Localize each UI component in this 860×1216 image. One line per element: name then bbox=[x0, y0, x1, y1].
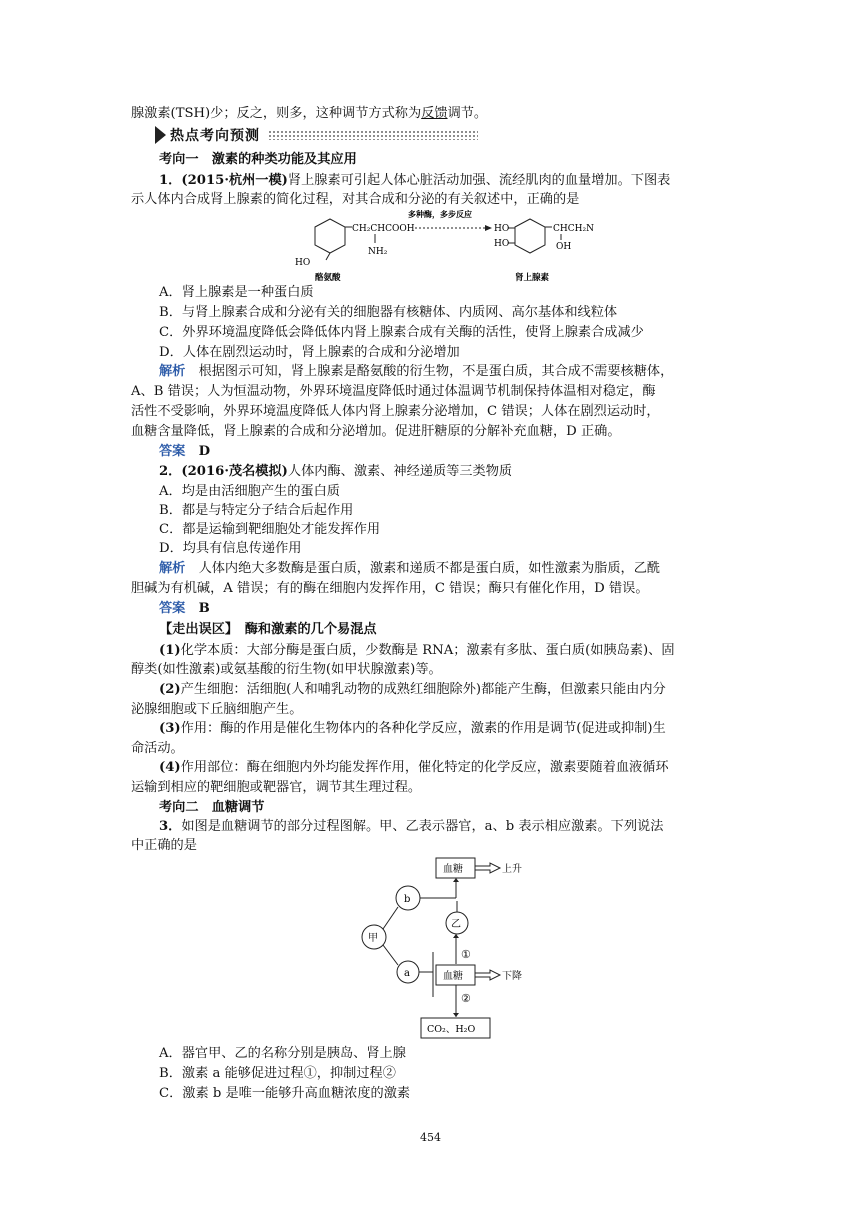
epinephrine-ho1: HO bbox=[494, 224, 510, 234]
epinephrine-oh: OH bbox=[556, 242, 572, 252]
tyrosine-ring bbox=[315, 219, 345, 253]
q1-analysis-line4: 血糖含量降低，肾上腺素的合成和分泌增加。促进肝糖原的分解补充血糖，D 正确。 bbox=[131, 424, 621, 439]
mistake-2-text: 产生细胞：活细胞(人和哺乳动物的成熟红细胞除外)都能产生酶，但激素只能由内分 bbox=[180, 682, 666, 697]
q3-line2: 中正确的是 bbox=[131, 838, 197, 853]
tyrosine-name: 酪氨酸 bbox=[315, 273, 341, 283]
q2-option-d: D．均具有信息传递作用 bbox=[159, 541, 302, 556]
mistake-tag: 【走出误区】 bbox=[159, 622, 232, 637]
q3-option-b: B．激素 a 能够促进过程①，抑制过程② bbox=[159, 1066, 396, 1081]
mistake-1-line2: 醇类(如性激素)或氨基酸的衍生物(如甲状腺激素)等。 bbox=[131, 662, 442, 677]
q1-answer bbox=[159, 443, 210, 461]
tyrosine-chain: CH₂CHCOOH bbox=[352, 224, 415, 234]
q1-line2: 示人体内合成肾上腺素的简化过程，对其合成和分泌的有关叙述中，正确的是 bbox=[131, 192, 580, 207]
top-line-text: 腺激素(TSH)少；反之，则多，这种调节方式称为 bbox=[131, 106, 422, 121]
blood-sugar-mid-label: 血糖 bbox=[443, 971, 463, 982]
reaction-arrow-head bbox=[485, 225, 492, 231]
q1-answer-value: D bbox=[198, 444, 210, 459]
q2-answer bbox=[159, 600, 210, 618]
q1-line1 bbox=[159, 172, 670, 190]
q2-stem bbox=[159, 463, 512, 481]
q1-source: (2015·杭州一模) bbox=[181, 173, 288, 188]
q1-reaction-figure bbox=[290, 205, 620, 285]
epinephrine-ho2: HO bbox=[494, 239, 510, 249]
q2-answer-value: B bbox=[198, 601, 210, 616]
q2-option-a: A．均是由活细胞产生的蛋白质 bbox=[159, 484, 340, 499]
organ-jia-label: 甲 bbox=[368, 933, 378, 944]
mistake-2-num: (2) bbox=[159, 682, 181, 697]
mistake-heading bbox=[159, 621, 377, 639]
section-heading bbox=[155, 125, 478, 145]
q3-stem: 如图是血糖调节的部分过程图解。甲、乙表示器官，a、b 表示相应激素。下列说法 bbox=[181, 819, 664, 834]
down-label: 下降 bbox=[502, 971, 522, 982]
q2-option-b: B．都是与特定分子结合后起作用 bbox=[159, 503, 354, 518]
mistake-3-num: (3) bbox=[159, 721, 181, 736]
q2-answer-label: 答案 bbox=[159, 601, 186, 616]
q1-number: 1． bbox=[159, 173, 182, 188]
mistake-1-num: (1) bbox=[159, 643, 181, 658]
q3-option-a: A．器官甲、乙的名称分别是胰岛、肾上腺 bbox=[159, 1046, 406, 1061]
q2-analysis-line2: 胆碱为有机碱，A 错误；有的酶在细胞内发挥作用，C 错误；酶只有催化作用，D 错误。 bbox=[131, 581, 649, 596]
mistake-3-line1 bbox=[159, 720, 666, 738]
epinephrine-name: 肾上腺素 bbox=[515, 273, 550, 283]
mistake-3-line2: 命活动。 bbox=[131, 741, 184, 756]
q1-analysis-label: 解析 bbox=[159, 364, 186, 379]
process-1-label: ① bbox=[461, 948, 471, 961]
mistake-4-line2: 运输到相应的靶细胞或靶器官，调节其生理过程。 bbox=[131, 780, 422, 795]
process-2-arrow bbox=[453, 1013, 459, 1017]
q2-analysis-line1 bbox=[159, 560, 660, 578]
q1-analysis-line3: 活性不受影响，外界环境温度降低人体内肾上腺素分泌增加，C 错误；人体在剧烈运动时， bbox=[131, 404, 660, 419]
q2-stem-text: 人体内酶、激素、神经递质等三类物质 bbox=[287, 464, 513, 479]
page-number: 454 bbox=[420, 1131, 441, 1144]
q1-option-b: B．与肾上腺素合成和分泌有关的细胞器有核糖体、内质网、高尔基体和线粒体 bbox=[159, 305, 618, 320]
q2-option-c: C．都是运输到靶细胞处才能发挥作用 bbox=[159, 522, 381, 537]
q2-source: (2016·茂名模拟) bbox=[181, 464, 288, 479]
process-1-arrow bbox=[453, 934, 459, 938]
q1-option-d: D．人体在剧烈运动时，肾上腺素的合成和分泌增加 bbox=[159, 345, 460, 360]
reaction-label: 多种酶，多步反应 bbox=[408, 209, 472, 219]
q1-option-c: C．外界环境温度降低会降低体内肾上腺素合成有关酶的活性，使肾上腺素合成减少 bbox=[159, 325, 644, 340]
products-label: CO₂、H₂O bbox=[427, 1024, 476, 1035]
organ-yi-label: 乙 bbox=[451, 919, 461, 930]
direction1-heading: 考向一 激素的种类功能及其应用 bbox=[159, 152, 357, 167]
tyrosine-nh2: NH₂ bbox=[368, 247, 388, 257]
mistake-title: 酶和激素的几个易混点 bbox=[244, 622, 377, 637]
mistake-1-text: 化学本质：大部分酶是蛋白质，少数酶是 RNA；激素有多肽、蛋白质(如胰岛素)、固 bbox=[180, 643, 675, 658]
top-line bbox=[131, 105, 487, 123]
chevron-right-icon bbox=[155, 126, 166, 144]
epinephrine-chain: CHCH₂N bbox=[553, 224, 594, 234]
hormone-a-label: a bbox=[404, 968, 410, 979]
tyrosine-oh-bond bbox=[326, 253, 330, 260]
q1-analysis-text: 根据图示可知，肾上腺素是酪氨酸的衍生物，不是蛋白质，其合成不需要核糖体， bbox=[198, 364, 674, 379]
jia-to-b-line bbox=[383, 907, 398, 929]
mistake-4-text: 作用部位：酶在细胞内外均能发挥作用，催化特定的化学反应，激素要随着血液循环 bbox=[180, 760, 669, 775]
q1-stem: 肾上腺素可引起人体心脏活动加强、流经肌肉的血量增加。下图表 bbox=[287, 173, 671, 188]
direction2-heading: 考向二 血糖调节 bbox=[159, 800, 265, 815]
q3-blood-sugar-diagram bbox=[355, 855, 535, 1045]
q3-line1 bbox=[159, 818, 663, 836]
mistake-4-num: (4) bbox=[159, 760, 181, 775]
blood-sugar-top-label: 血糖 bbox=[443, 864, 463, 875]
q3-option-c: C．激素 b 是唯一能够升高血糖浓度的激素 bbox=[159, 1086, 411, 1101]
section-heading-label: 热点考向预测 bbox=[170, 128, 260, 144]
q1-analysis-line1 bbox=[159, 363, 673, 381]
tyrosine-ho: HO bbox=[295, 258, 311, 268]
hormone-b-label: b bbox=[404, 894, 411, 905]
dotted-divider bbox=[268, 130, 478, 140]
mistake-4-line1 bbox=[159, 759, 669, 777]
mistake-2-line2: 泌腺细胞或下丘脑细胞产生。 bbox=[131, 702, 303, 717]
q2-analysis-text: 人体内绝大多数酶是蛋白质，激素和递质不都是蛋白质，如性激素为脂质，乙酰 bbox=[198, 561, 661, 576]
mistake-3-text: 作用：酶的作用是催化生物体内的各种化学反应，激素的作用是调节(促进或抑制)生 bbox=[180, 721, 666, 736]
q1-analysis-line2: A、B 错误；人为恒温动物，外界环境温度降低时通过体温调节机制保持体温相对稳定，酶 bbox=[131, 384, 656, 399]
mistake-2-line1 bbox=[159, 681, 666, 699]
q1-option-a: A．肾上腺素是一种蛋白质 bbox=[159, 285, 314, 300]
q2-analysis-label: 解析 bbox=[159, 561, 186, 576]
epinephrine-ring bbox=[515, 219, 545, 253]
up-label: 上升 bbox=[502, 864, 522, 875]
b-arrow-head bbox=[453, 878, 459, 882]
top-line-end: 调节。 bbox=[447, 106, 488, 121]
q2-number: 2． bbox=[159, 464, 182, 479]
mistake-1-line1 bbox=[159, 642, 675, 660]
process-2-label: ② bbox=[461, 992, 471, 1005]
q1-answer-label: 答案 bbox=[159, 444, 186, 459]
jia-to-a-line bbox=[383, 945, 398, 965]
top-line-underlined: 反馈 bbox=[421, 106, 448, 121]
up-arrow-icon bbox=[475, 863, 500, 873]
down-arrow-icon bbox=[475, 970, 500, 980]
q3-number: 3． bbox=[159, 819, 182, 834]
